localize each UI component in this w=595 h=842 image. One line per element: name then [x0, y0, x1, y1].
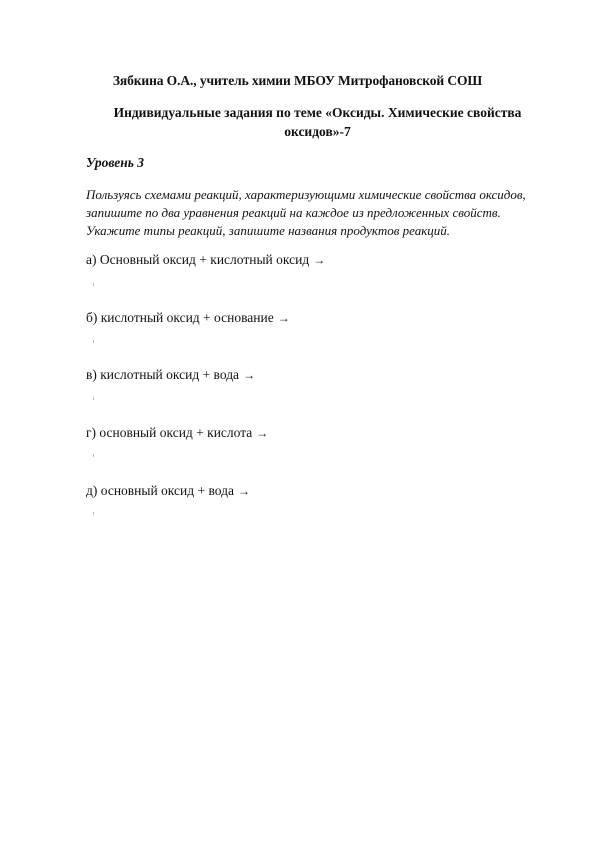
- answer-marker: [93, 340, 94, 343]
- task-label: в) кислотный оксид + вода: [86, 367, 240, 382]
- task-item-e: [86, 483, 250, 499]
- arrow-icon: →: [238, 484, 250, 498]
- task-item-d: [86, 425, 268, 441]
- task-item-c: [86, 367, 255, 383]
- task-item-b: [86, 310, 290, 326]
- arrow-icon: →: [313, 253, 326, 267]
- answer-marker: [93, 454, 94, 457]
- task-label: д) основный оксид + вода: [86, 483, 234, 498]
- arrow-icon: →: [277, 311, 290, 325]
- answer-marker: [93, 397, 94, 400]
- level-heading: Уровень 3: [86, 155, 145, 170]
- task-label: б) кислотный оксид + основание: [86, 310, 274, 325]
- author-line: Зябкина О.А., учитель химии МБОУ Митрофановской СОШ: [112, 73, 483, 88]
- arrow-icon: →: [256, 426, 269, 440]
- task-label: г) основный оксид + кислота: [86, 425, 253, 440]
- arrow-icon: →: [243, 368, 256, 382]
- answer-marker: [93, 512, 94, 515]
- task-item-a: [86, 252, 325, 268]
- task-label: а) Основный оксид + кислотный оксид: [86, 252, 310, 267]
- instructions-text: Пользуясь схемами реакций, характеризующими химические свойства оксидов, запишите по два уравнения реакций на каждое из предложенных свойств. Укажите типы реакций, запишите названия продуктов реакций.: [86, 187, 526, 238]
- document-title: Индивидуальные задания по теме «Оксиды. Химические свойства оксидов»-7: [113, 105, 522, 139]
- answer-marker: [93, 283, 94, 286]
